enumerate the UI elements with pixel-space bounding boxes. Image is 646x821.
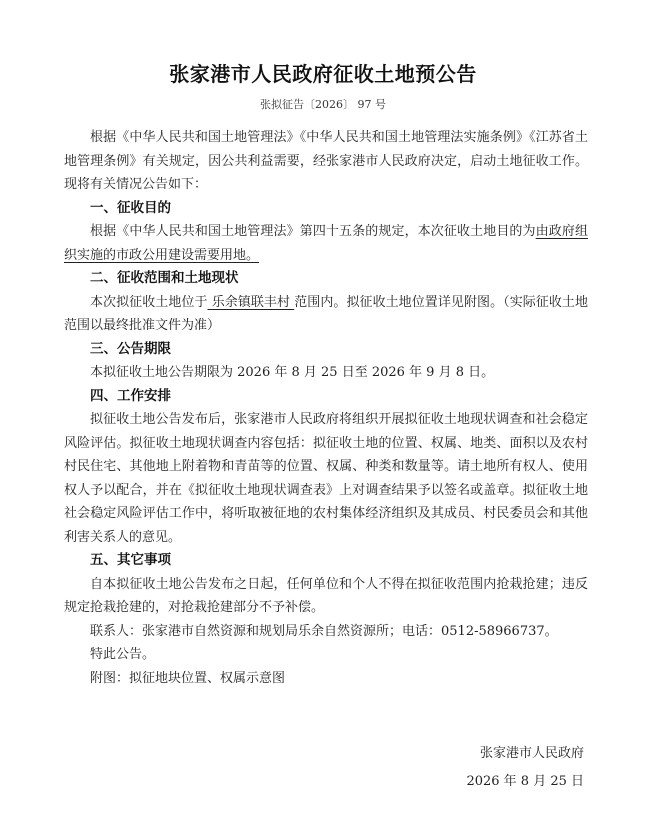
signature-org: 张家港市人民政府: [479, 746, 584, 761]
section-2-text-before: 本次拟征收土地位于: [90, 294, 208, 310]
signature-date: 2026 年 8 月 25 日: [466, 774, 584, 789]
section-3-paragraph: 本拟征收土地公告期限为 2026 年 8 月 25 日至 2026 年 9 月 8 日。: [90, 365, 495, 380]
section-1-paragraph: [64, 220, 588, 267]
section-2-text-after: 范围内。拟征收土地位置详见附图。（实际征收土地范围以最终批准文件为准）: [64, 294, 588, 333]
notice-body: [64, 126, 588, 690]
section-5-paragraph: 自本拟征收土地公告发布之日起，任何单位和个人不得在拟征收范围内抢栽抢建；违反规定抢栽抢建的，对抢栽抢建部分不予补偿。: [64, 576, 588, 615]
section-4-paragraph: 拟征收土地公告发布后，张家港市人民政府将组织开展拟征收土地现状调查和社会稳定风险评估。拟征收土地现状调查内容包括：拟征收土地的位置、权属、地类、面积以及农村村民住宅、其他地上附着物和青苗等的位置、权属、种类和数量等。请土地所有权人、使用权人予以配合，并在《拟征收土地现状调查表》上对调查结果予以签名或盖章。拟征收土地社会稳定风险评估工作中，将听取被征地的农村集体经济组织及其成员、村民委员会和其他利害关系人的意见。: [64, 412, 588, 545]
section-2-heading: 二、征收范围和土地现状: [90, 270, 239, 286]
contact-line: 联系人：张家港市自然资源和规划局乐余自然资源所；电话：0512-58966737。: [90, 623, 558, 639]
intro-paragraph: 根据《中华人民共和国土地管理法》《中华人民共和国土地管理法实施条例》《江苏省土地管理条例》有关规定，因公共利益需要，经张家港市人民政府决定，启动土地征收工作。现将有关情况公告如下：: [64, 130, 588, 192]
section-1-text: 根据《中华人民共和国土地管理法》第四十五条的规定，本次征收土地目的为: [90, 224, 536, 239]
section-1-purpose: 由政府组织实施的市政公用建设需要用地。: [64, 224, 588, 263]
document-number: 张拟征告〔2026〕 97 号: [260, 98, 386, 111]
section-3-heading: 三、公告期限: [90, 340, 171, 357]
section-1-heading: 一、征收目的: [90, 199, 171, 216]
section-4-heading: 四、工作安排: [90, 387, 171, 404]
section-2-location: 乐余镇联丰村: [207, 294, 295, 310]
section-2-paragraph: [64, 291, 588, 338]
attachment-line: 附图：拟征地块位置、权属示意图: [90, 670, 286, 686]
section-5-heading: 五、其它事项: [90, 552, 171, 568]
closing-line: 特此公告。: [90, 647, 156, 662]
page-title: 张家港市人民政府征收土地预公告: [169, 62, 477, 86]
